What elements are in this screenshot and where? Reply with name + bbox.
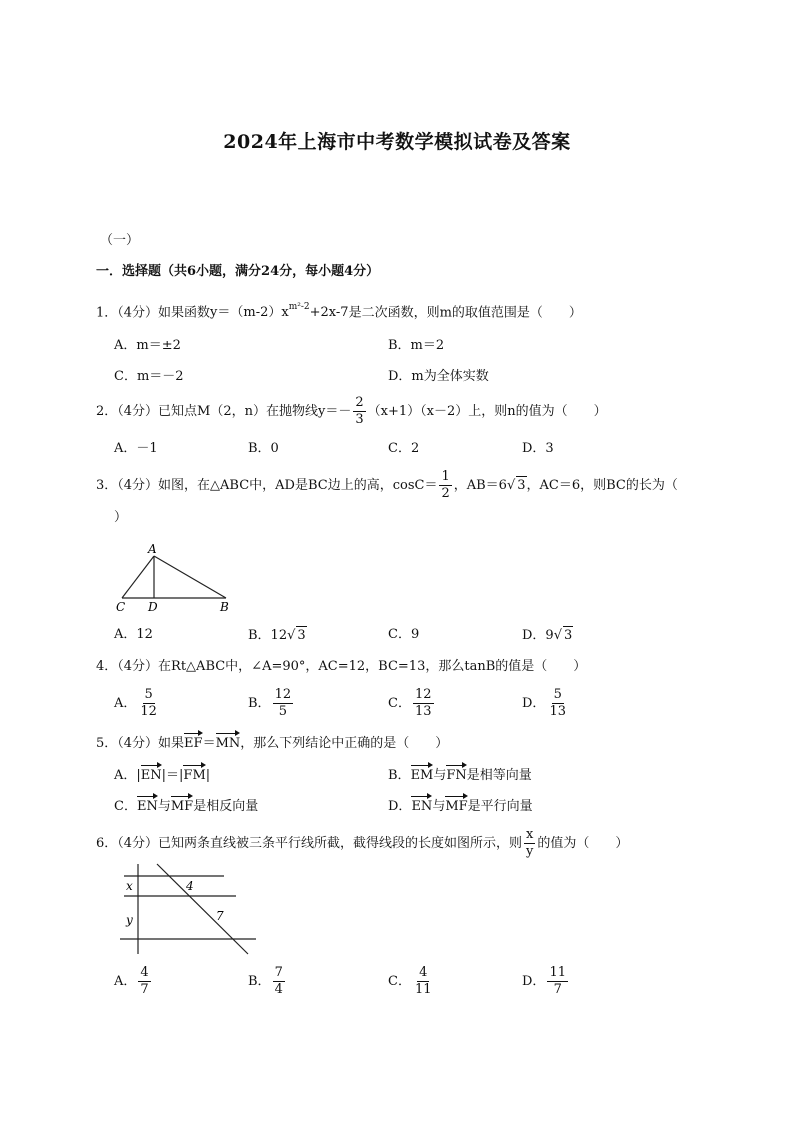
q3-label-d: D — [148, 600, 158, 614]
q5-suffix: ，那么下列结论中正确的是（ ） — [240, 736, 449, 751]
q3-radicand: 3 — [517, 478, 526, 493]
q6-a-num: 4 — [140, 965, 149, 980]
q5-vector-ef: EF — [184, 732, 203, 753]
q6-option-b-label: B． — [248, 974, 271, 989]
q6-option-c[interactable] — [388, 966, 436, 997]
q5-d-vector-en: EN — [411, 795, 432, 816]
sqrt-icon: √ — [506, 478, 516, 493]
q2-option-d[interactable]: D．3 — [522, 441, 554, 456]
q3-label-a: A — [148, 542, 157, 556]
q5-a-eq: |＝| — [161, 768, 184, 783]
q3-option-b-text: B．12 — [248, 628, 288, 643]
q3-side-ab — [154, 556, 226, 598]
q4-option-d-label: D． — [522, 696, 546, 711]
q5-d-vector-mf: MF — [445, 795, 467, 816]
question-1 — [96, 300, 582, 322]
q6-option-a-label: A． — [114, 974, 137, 989]
q5-option-d[interactable] — [388, 795, 533, 816]
q3-suffix: ，AC＝6，则BC的长为（ — [526, 478, 678, 493]
q5-a-vector-en: EN — [141, 764, 162, 785]
sqrt-icon: √ — [287, 628, 296, 643]
q1-exponent: m²-2 — [288, 302, 310, 312]
q6-c-num: 4 — [419, 965, 428, 980]
section-header: 一．选择题（共6小题，满分24分，每小题4分） — [96, 264, 380, 279]
q2-fraction — [353, 396, 365, 427]
page-title: 2024年上海市中考数学模拟试卷及答案 — [223, 131, 571, 153]
q1-option-d[interactable]: D．m为全体实数 — [388, 369, 489, 384]
q2-suffix: （x+1）（x－2）上，则n的值为（ ） — [367, 404, 607, 419]
q5-c-vector-mf: MF — [171, 795, 193, 816]
q5-c-and: 与 — [157, 799, 171, 814]
q5-a-label: A． — [114, 768, 137, 783]
q3-suffix-line2: ） — [114, 510, 128, 525]
q5-b-vector-em: EM — [411, 764, 434, 785]
q3-side-ac — [122, 556, 154, 598]
q4-option-d-fraction — [547, 688, 568, 719]
q6-option-a-fraction — [138, 966, 150, 997]
q2-option-c[interactable]: C．2 — [388, 441, 420, 456]
q6-d-den: 7 — [553, 982, 562, 997]
q6-label-7: 7 — [216, 909, 224, 923]
q6-option-d-label: D． — [522, 974, 546, 989]
question-3 — [96, 470, 678, 501]
q6-label-4: 4 — [186, 879, 194, 893]
q2-option-b[interactable]: B．0 — [248, 441, 279, 456]
q4-option-d[interactable] — [522, 688, 570, 719]
q5-option-a[interactable] — [114, 764, 210, 785]
question-2 — [96, 396, 607, 427]
q3-option-c[interactable]: C．9 — [388, 627, 420, 642]
q2-fraction-num: 2 — [355, 395, 364, 410]
q6-option-b-fraction — [273, 966, 285, 997]
q4-c-den: 13 — [414, 704, 432, 719]
q6-option-a[interactable] — [114, 966, 153, 997]
q3-fraction-den: 2 — [441, 486, 450, 501]
q4-option-b-fraction — [273, 688, 294, 719]
q2-prefix: 2．（4分）已知点M（2，n）在抛物线y＝－ — [96, 404, 352, 419]
q1-option-c[interactable]: C．m＝－2 — [114, 369, 184, 384]
q3-fraction-num: 1 — [441, 469, 450, 484]
q3-option-b[interactable] — [248, 626, 307, 645]
q5-a-bar2: | — [205, 768, 211, 783]
q4-option-c-label: C． — [388, 696, 411, 711]
q6-c-den: 11 — [414, 982, 432, 997]
q3-option-d-text: D．9 — [522, 628, 554, 643]
question-6 — [96, 828, 628, 859]
q5-d-and: 与 — [432, 799, 446, 814]
q6-b-den: 4 — [274, 982, 283, 997]
q1-suffix: 是二次函数，则m的取值范围是（ ） — [348, 305, 582, 321]
q5-d-text: 是平行向量 — [467, 799, 533, 814]
q5-a-vector-fm: FM — [183, 764, 205, 785]
q5-b-and: 与 — [433, 768, 447, 783]
q1-formula — [210, 302, 349, 321]
q4-option-a-label: A． — [114, 696, 137, 711]
q5-c-label: C． — [114, 799, 137, 814]
q4-a-den: 12 — [140, 704, 157, 719]
q3-fraction — [439, 470, 451, 501]
q6-option-c-label: C． — [388, 974, 411, 989]
q5-b-label: B． — [388, 768, 411, 783]
q4-b-num: 12 — [274, 687, 292, 702]
q6-d-num: 11 — [549, 965, 566, 980]
q6-transversal-2 — [157, 864, 248, 954]
q5-b-text: 是相等向量 — [466, 768, 532, 783]
q4-option-b-label: B． — [248, 696, 271, 711]
q4-option-a-fraction — [138, 688, 159, 719]
sqrt-icon: √ — [553, 628, 562, 643]
question-5 — [96, 732, 448, 753]
q5-option-b[interactable] — [388, 764, 532, 785]
q3-label-b: B — [220, 600, 229, 614]
q6-fraction-den: y — [526, 844, 534, 859]
q6-fraction — [524, 828, 535, 859]
part-label: （一） — [100, 233, 140, 248]
q2-fraction-den: 3 — [355, 412, 364, 427]
q6-fraction-num: x — [526, 827, 534, 842]
q4-b-den: 5 — [278, 704, 287, 719]
q6-parallel-lines-figure — [112, 862, 262, 958]
q6-a-den: 7 — [140, 982, 149, 997]
q6-option-d-fraction — [547, 966, 568, 997]
q4-option-c[interactable] — [388, 688, 436, 719]
q6-option-c-fraction — [413, 966, 434, 997]
q5-vector-mn: MN — [216, 732, 241, 753]
q5-c-vector-en: EN — [137, 795, 158, 816]
q6-label-x: x — [126, 879, 133, 893]
q5-b-vector-fn: FN — [446, 764, 466, 785]
q1-prefix: 1．（4分）如果函数 — [96, 305, 211, 321]
q6-suffix: 的值为（ ） — [537, 836, 629, 851]
q3-option-b-radicand: 3 — [297, 628, 306, 643]
q4-d-den: 13 — [549, 704, 566, 719]
q6-option-d[interactable] — [522, 966, 570, 997]
q6-prefix: 6．（4分）已知两条直线被三条平行线所截，截得线段的长度如图所示，则 — [96, 836, 523, 851]
q4-a-num: 5 — [144, 687, 153, 702]
q6-label-y: y — [126, 913, 133, 927]
q3-middle: ，AB＝6 — [453, 478, 507, 493]
q5-option-c[interactable] — [114, 795, 258, 816]
q5-equals: ＝ — [202, 736, 216, 751]
q1-option-a[interactable]: A．m＝±2 — [114, 338, 181, 353]
q6-b-num: 7 — [274, 965, 283, 980]
q4-option-b[interactable] — [248, 688, 295, 719]
q3-option-a[interactable]: A．12 — [114, 627, 153, 642]
q4-option-a[interactable] — [114, 688, 161, 719]
q4-c-num: 12 — [414, 687, 432, 702]
q3-prefix: 3．（4分）如图，在△ABC中，AD是BC边上的高，cosC＝ — [96, 478, 438, 493]
q3-label-c: C — [116, 600, 126, 614]
q4-option-c-fraction — [413, 688, 434, 719]
q5-a-bar1: | — [136, 768, 141, 783]
q2-option-a[interactable]: A．－1 — [114, 441, 158, 456]
q3-option-d[interactable] — [522, 626, 573, 645]
q3-option-d-radicand: 3 — [564, 628, 573, 643]
q6-option-b[interactable] — [248, 966, 287, 997]
q5-d-label: D． — [388, 799, 412, 814]
q1-formula-tail: +2x-7 — [309, 305, 349, 321]
q1-formula-base: y＝（m-2）x — [210, 305, 289, 321]
q4-d-num: 5 — [553, 687, 562, 702]
question-4: 4．（4分）在Rt△ABC中，∠A=90°，AC=12，BC=13，那么tanB的值是（ ） — [96, 659, 587, 674]
q5-prefix: 5．（4分）如果 — [96, 736, 185, 751]
q5-c-text: 是相反向量 — [193, 799, 259, 814]
q1-option-b[interactable]: B．m＝2 — [388, 338, 445, 353]
q3-triangle-figure — [112, 540, 242, 614]
